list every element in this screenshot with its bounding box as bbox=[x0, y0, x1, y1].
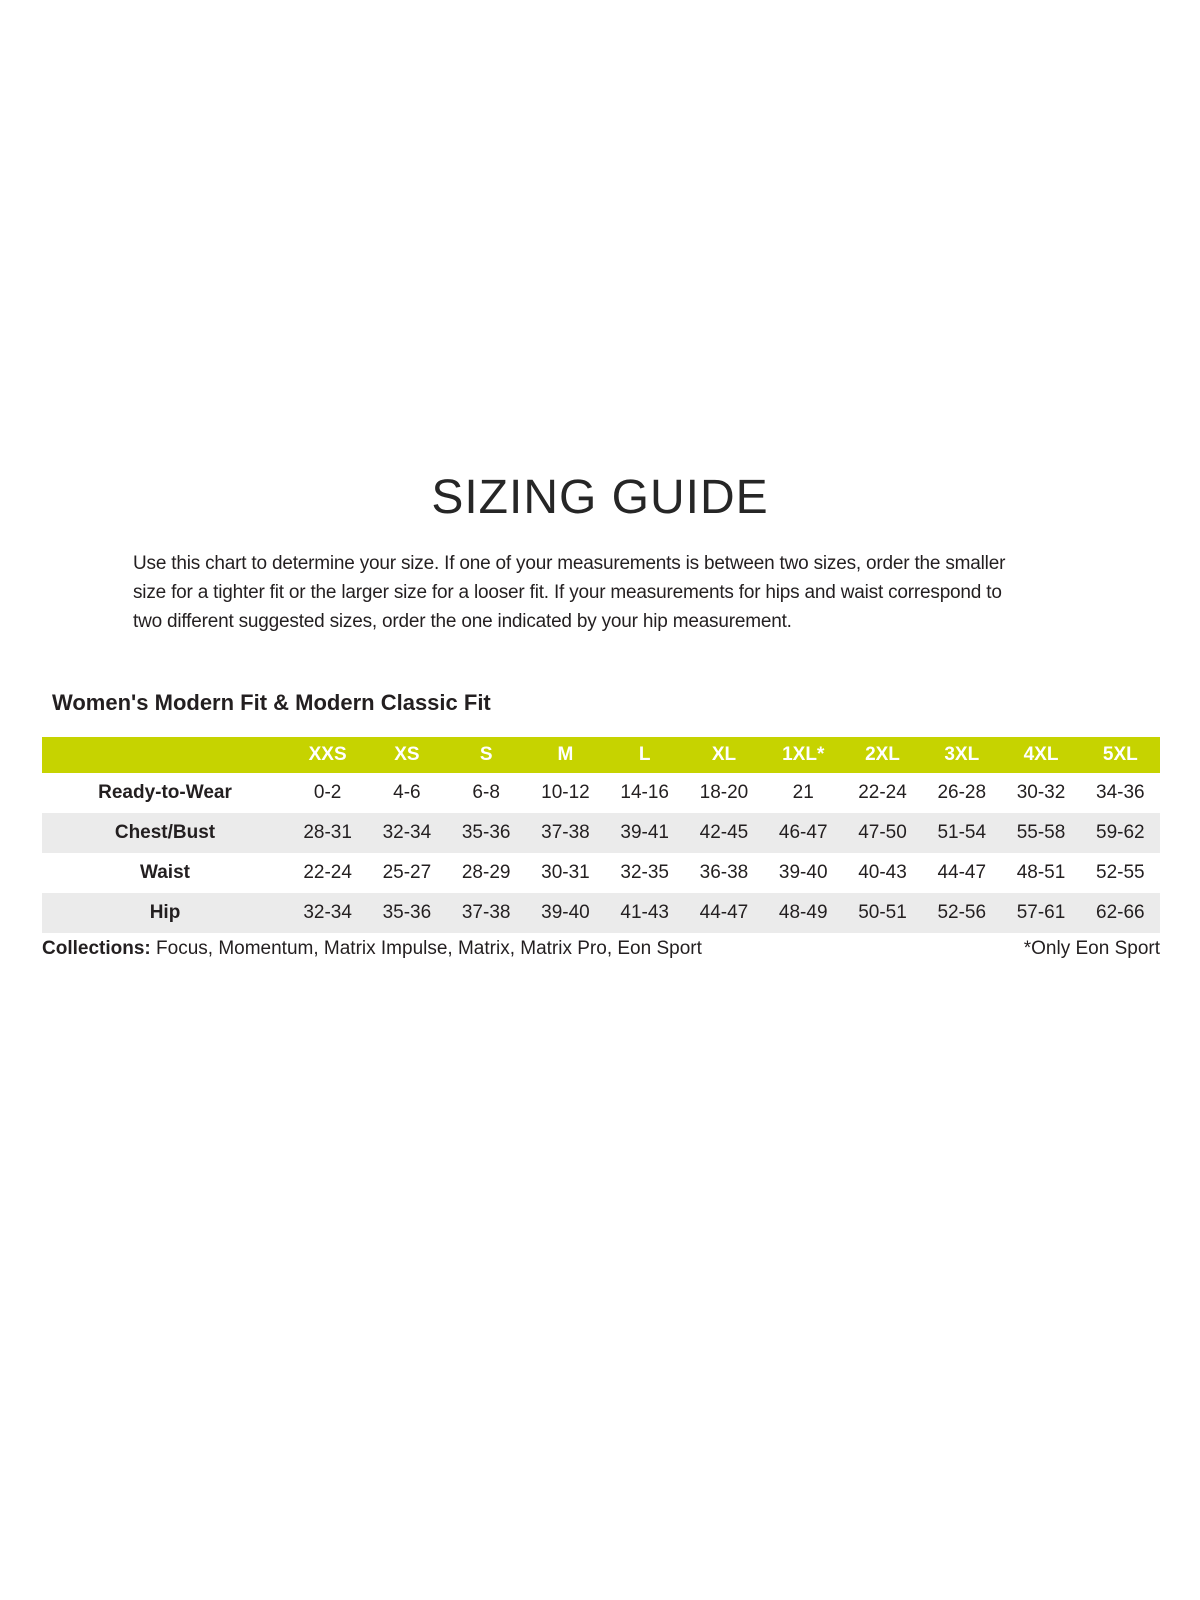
collections-label: Collections: bbox=[42, 938, 151, 959]
size-cell: 14-16 bbox=[620, 782, 669, 803]
size-cell: 47-50 bbox=[858, 822, 907, 843]
size-table-header-row bbox=[42, 737, 1160, 773]
size-cell: 42-45 bbox=[699, 822, 749, 843]
size-cell: 55-58 bbox=[1016, 822, 1066, 843]
size-cell: 30-31 bbox=[541, 862, 590, 883]
page-title: SIZING GUIDE bbox=[431, 471, 769, 524]
size-cell: 10-12 bbox=[541, 782, 590, 803]
size-column-header: XS bbox=[394, 744, 420, 765]
size-column-header: S bbox=[479, 744, 493, 765]
size-cell: 22-24 bbox=[858, 782, 907, 803]
collections-list: Focus, Momentum, Matrix Impulse, Matrix, Matrix Pro, Eon Sport bbox=[156, 938, 702, 959]
size-cell: 59-62 bbox=[1096, 822, 1145, 843]
size-cell: 4-6 bbox=[393, 782, 421, 803]
section-title: Women's Modern Fit & Modern Classic Fit bbox=[52, 690, 491, 715]
size-cell: 44-47 bbox=[699, 902, 749, 923]
size-table-row bbox=[42, 773, 1160, 813]
size-cell: 35-36 bbox=[461, 822, 511, 843]
size-column-header: 2XL bbox=[865, 744, 900, 765]
size-table-row bbox=[42, 813, 1160, 853]
size-cell: 41-43 bbox=[620, 902, 669, 923]
collections-text bbox=[42, 938, 702, 960]
size-cell: 44-47 bbox=[937, 862, 987, 883]
size-column-header: XXS bbox=[308, 744, 347, 765]
intro-paragraph bbox=[133, 549, 1093, 636]
collections-row bbox=[42, 938, 1160, 960]
size-cell: 37-38 bbox=[461, 902, 511, 923]
size-cell: 39-41 bbox=[620, 822, 669, 843]
size-column-header: 4XL bbox=[1023, 744, 1059, 765]
row-label: Chest/Bust bbox=[114, 822, 216, 843]
size-cell: 32-35 bbox=[620, 862, 669, 883]
size-cell: 34-36 bbox=[1096, 782, 1145, 803]
size-cell: 39-40 bbox=[778, 862, 828, 883]
size-cell: 0-2 bbox=[313, 782, 342, 803]
size-cell: 26-28 bbox=[937, 782, 987, 803]
size-column-header: 1XL* bbox=[782, 744, 825, 765]
size-cell: 36-38 bbox=[699, 862, 749, 883]
size-cell: 22-24 bbox=[303, 862, 352, 883]
size-cell: 48-51 bbox=[1016, 862, 1066, 883]
size-cell: 57-61 bbox=[1016, 902, 1066, 923]
size-column-header: XL bbox=[711, 744, 737, 765]
size-cell: 52-55 bbox=[1096, 862, 1145, 883]
size-cell: 32-34 bbox=[303, 902, 352, 923]
footnote: *Only Eon Sport bbox=[1023, 938, 1160, 959]
size-cell: 51-54 bbox=[937, 822, 987, 843]
size-table-row bbox=[42, 893, 1160, 933]
size-column-header: 5XL bbox=[1102, 744, 1138, 765]
size-column-header: 3XL bbox=[944, 744, 980, 765]
size-cell: 6-8 bbox=[472, 782, 500, 803]
size-cell: 30-32 bbox=[1016, 782, 1066, 803]
size-cell: 46-47 bbox=[778, 822, 828, 843]
intro-line: two different suggested sizes, order the one indicated by your hip measurement. bbox=[133, 611, 792, 632]
intro-line: size for a tighter fit or the larger size for a looser fit. If your measurements for hips and waist correspond to bbox=[133, 582, 1002, 603]
size-column-header: M bbox=[557, 744, 574, 765]
row-label: Hip bbox=[149, 902, 181, 923]
size-cell: 52-56 bbox=[937, 902, 987, 923]
size-cell: 25-27 bbox=[382, 862, 432, 883]
size-cell: 35-36 bbox=[382, 902, 432, 923]
size-cell: 40-43 bbox=[858, 862, 907, 883]
size-table-corner-cell bbox=[42, 737, 288, 773]
size-cell: 18-20 bbox=[699, 782, 749, 803]
size-table-row bbox=[42, 853, 1160, 893]
intro-line: Use this chart to determine your size. If one of your measurements is between two sizes, order the smaller bbox=[133, 553, 1006, 574]
size-table bbox=[42, 737, 1160, 933]
size-cell: 50-51 bbox=[858, 902, 907, 923]
size-cell: 21 bbox=[792, 782, 814, 803]
row-label: Waist bbox=[140, 862, 190, 883]
size-cell: 28-29 bbox=[461, 862, 511, 883]
size-cell: 39-40 bbox=[541, 902, 590, 923]
size-cell: 28-31 bbox=[303, 822, 352, 843]
size-column-header: L bbox=[638, 744, 651, 765]
size-cell: 62-66 bbox=[1096, 902, 1145, 923]
size-cell: 37-38 bbox=[541, 822, 590, 843]
size-cell: 48-49 bbox=[778, 902, 828, 923]
size-cell: 32-34 bbox=[382, 822, 432, 843]
row-label: Ready-to-Wear bbox=[98, 782, 232, 803]
